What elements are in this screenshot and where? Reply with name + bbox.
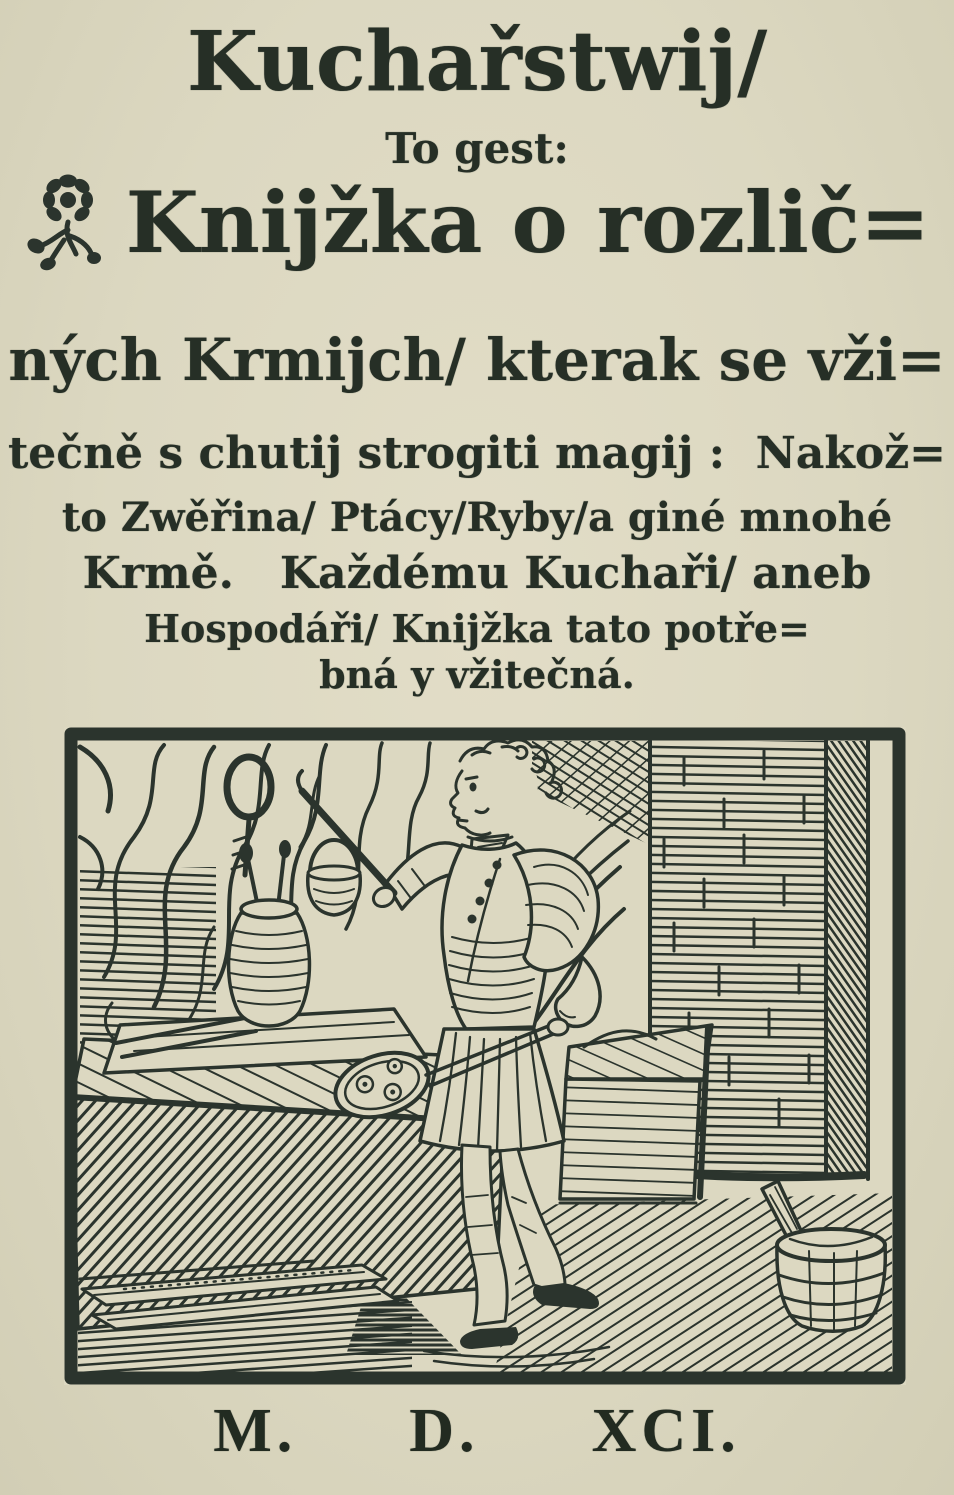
title-line-1 xyxy=(0,170,954,274)
title-line-5: Krmě. Každému Kuchaři/ aneb xyxy=(82,548,872,599)
title-line-3: tečně s chutij strogiti magij : Nakož= xyxy=(7,428,947,479)
imprint-date xyxy=(0,1396,954,1467)
title-line-7: bná y vžitečná. xyxy=(319,652,635,697)
imprint-date-xci: XCI. xyxy=(591,1397,741,1465)
title-intro: To gest: xyxy=(385,124,569,173)
title-line-2: ných Krmijch/ kterak se vži= xyxy=(8,326,946,394)
imprint-date-m: M. xyxy=(213,1397,298,1465)
title-line-6: Hospodáři/ Knijžka tato potře= xyxy=(144,606,810,651)
fleuron-flower-icon xyxy=(24,170,112,274)
woodcut-cook-illustration xyxy=(64,727,906,1389)
page-title: Kuchařstwij/ xyxy=(186,14,768,110)
imprint-date-d: D. xyxy=(409,1397,480,1465)
title-line-4: to Zwěřina/ Ptácy/Ryby/a giné mnohé xyxy=(61,494,893,541)
right-hand xyxy=(548,1019,568,1035)
title-line-1-text: Knijžka o rozlič= xyxy=(125,172,931,272)
